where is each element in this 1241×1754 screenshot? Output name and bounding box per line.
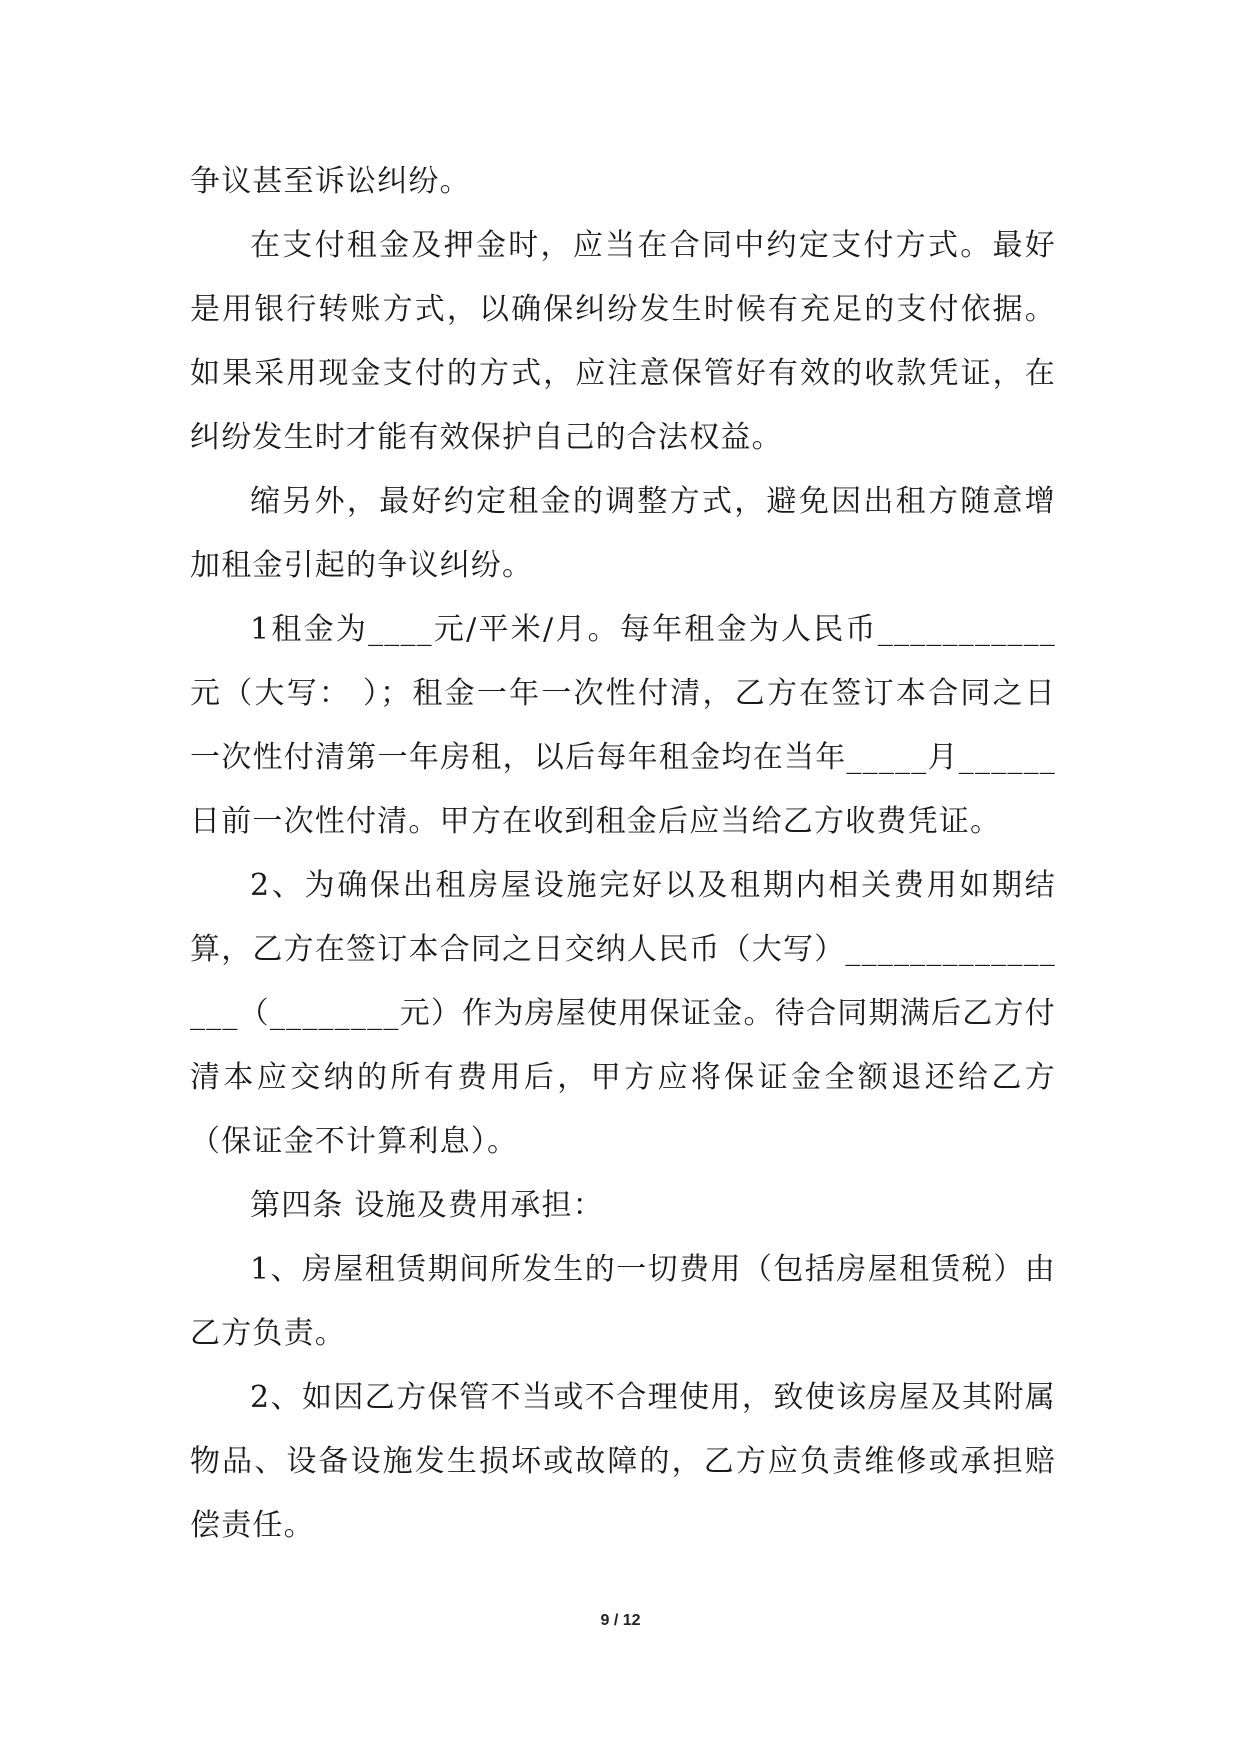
paragraph-fees-responsibility: 1、房屋租赁期间所发生的一切费用（包括房屋租赁税）由乙方负责。	[190, 1252, 1056, 1351]
paragraph-payment-method: 在支付租金及押金时，应当在合同中约定支付方式。最好是用银行转账方式，以确保纠纷发生时候有充足的支付依据。如果采用现金支付的方式，应注意保管好有效的收款凭证，在纠纷发生时才能有效保护自己的合法权益。	[190, 228, 1056, 455]
section-heading-article-4: 第四条 设施及费用承担：	[250, 1188, 604, 1223]
paragraph-rent-adjustment: 缩另外，最好约定租金的调整方式，避免因出租方随意增加租金引起的争议纠纷。	[190, 484, 1056, 583]
paragraph-damage-liability: 2、如因乙方保管不当或不合理使用，致使该房屋及其附属物品、设备设施发生损坏或故障的，乙方应负责维修或承担赔偿责任。	[190, 1380, 1056, 1543]
paragraph-rent-amount: 1租金为____元/平米/月。每年租金为人民币___________元（大写： ）；租金一年一次性付清，乙方在签订本合同之日一次性付清第一年房租，以后每年租金均在当年_____月______日前一次性付清。甲方在收到租金后应当给乙方收费凭证。	[190, 612, 1056, 839]
paragraph-continuation: 争议甚至诉讼纠纷。	[190, 164, 471, 199]
page-number: 9 / 12	[600, 1612, 641, 1629]
document-body	[190, 150, 1056, 1558]
paragraph-deposit: 2、为确保出租房屋设施完好以及租期内相关费用如期结算，乙方在签订本合同之日交纳人民币（大写）________________（________元）作为房屋使用保证金。待合同期满后乙方付清本应交纳的所有费用后，甲方应将保证金全额退还给乙方（保证金不计算利息）。	[190, 868, 1056, 1159]
